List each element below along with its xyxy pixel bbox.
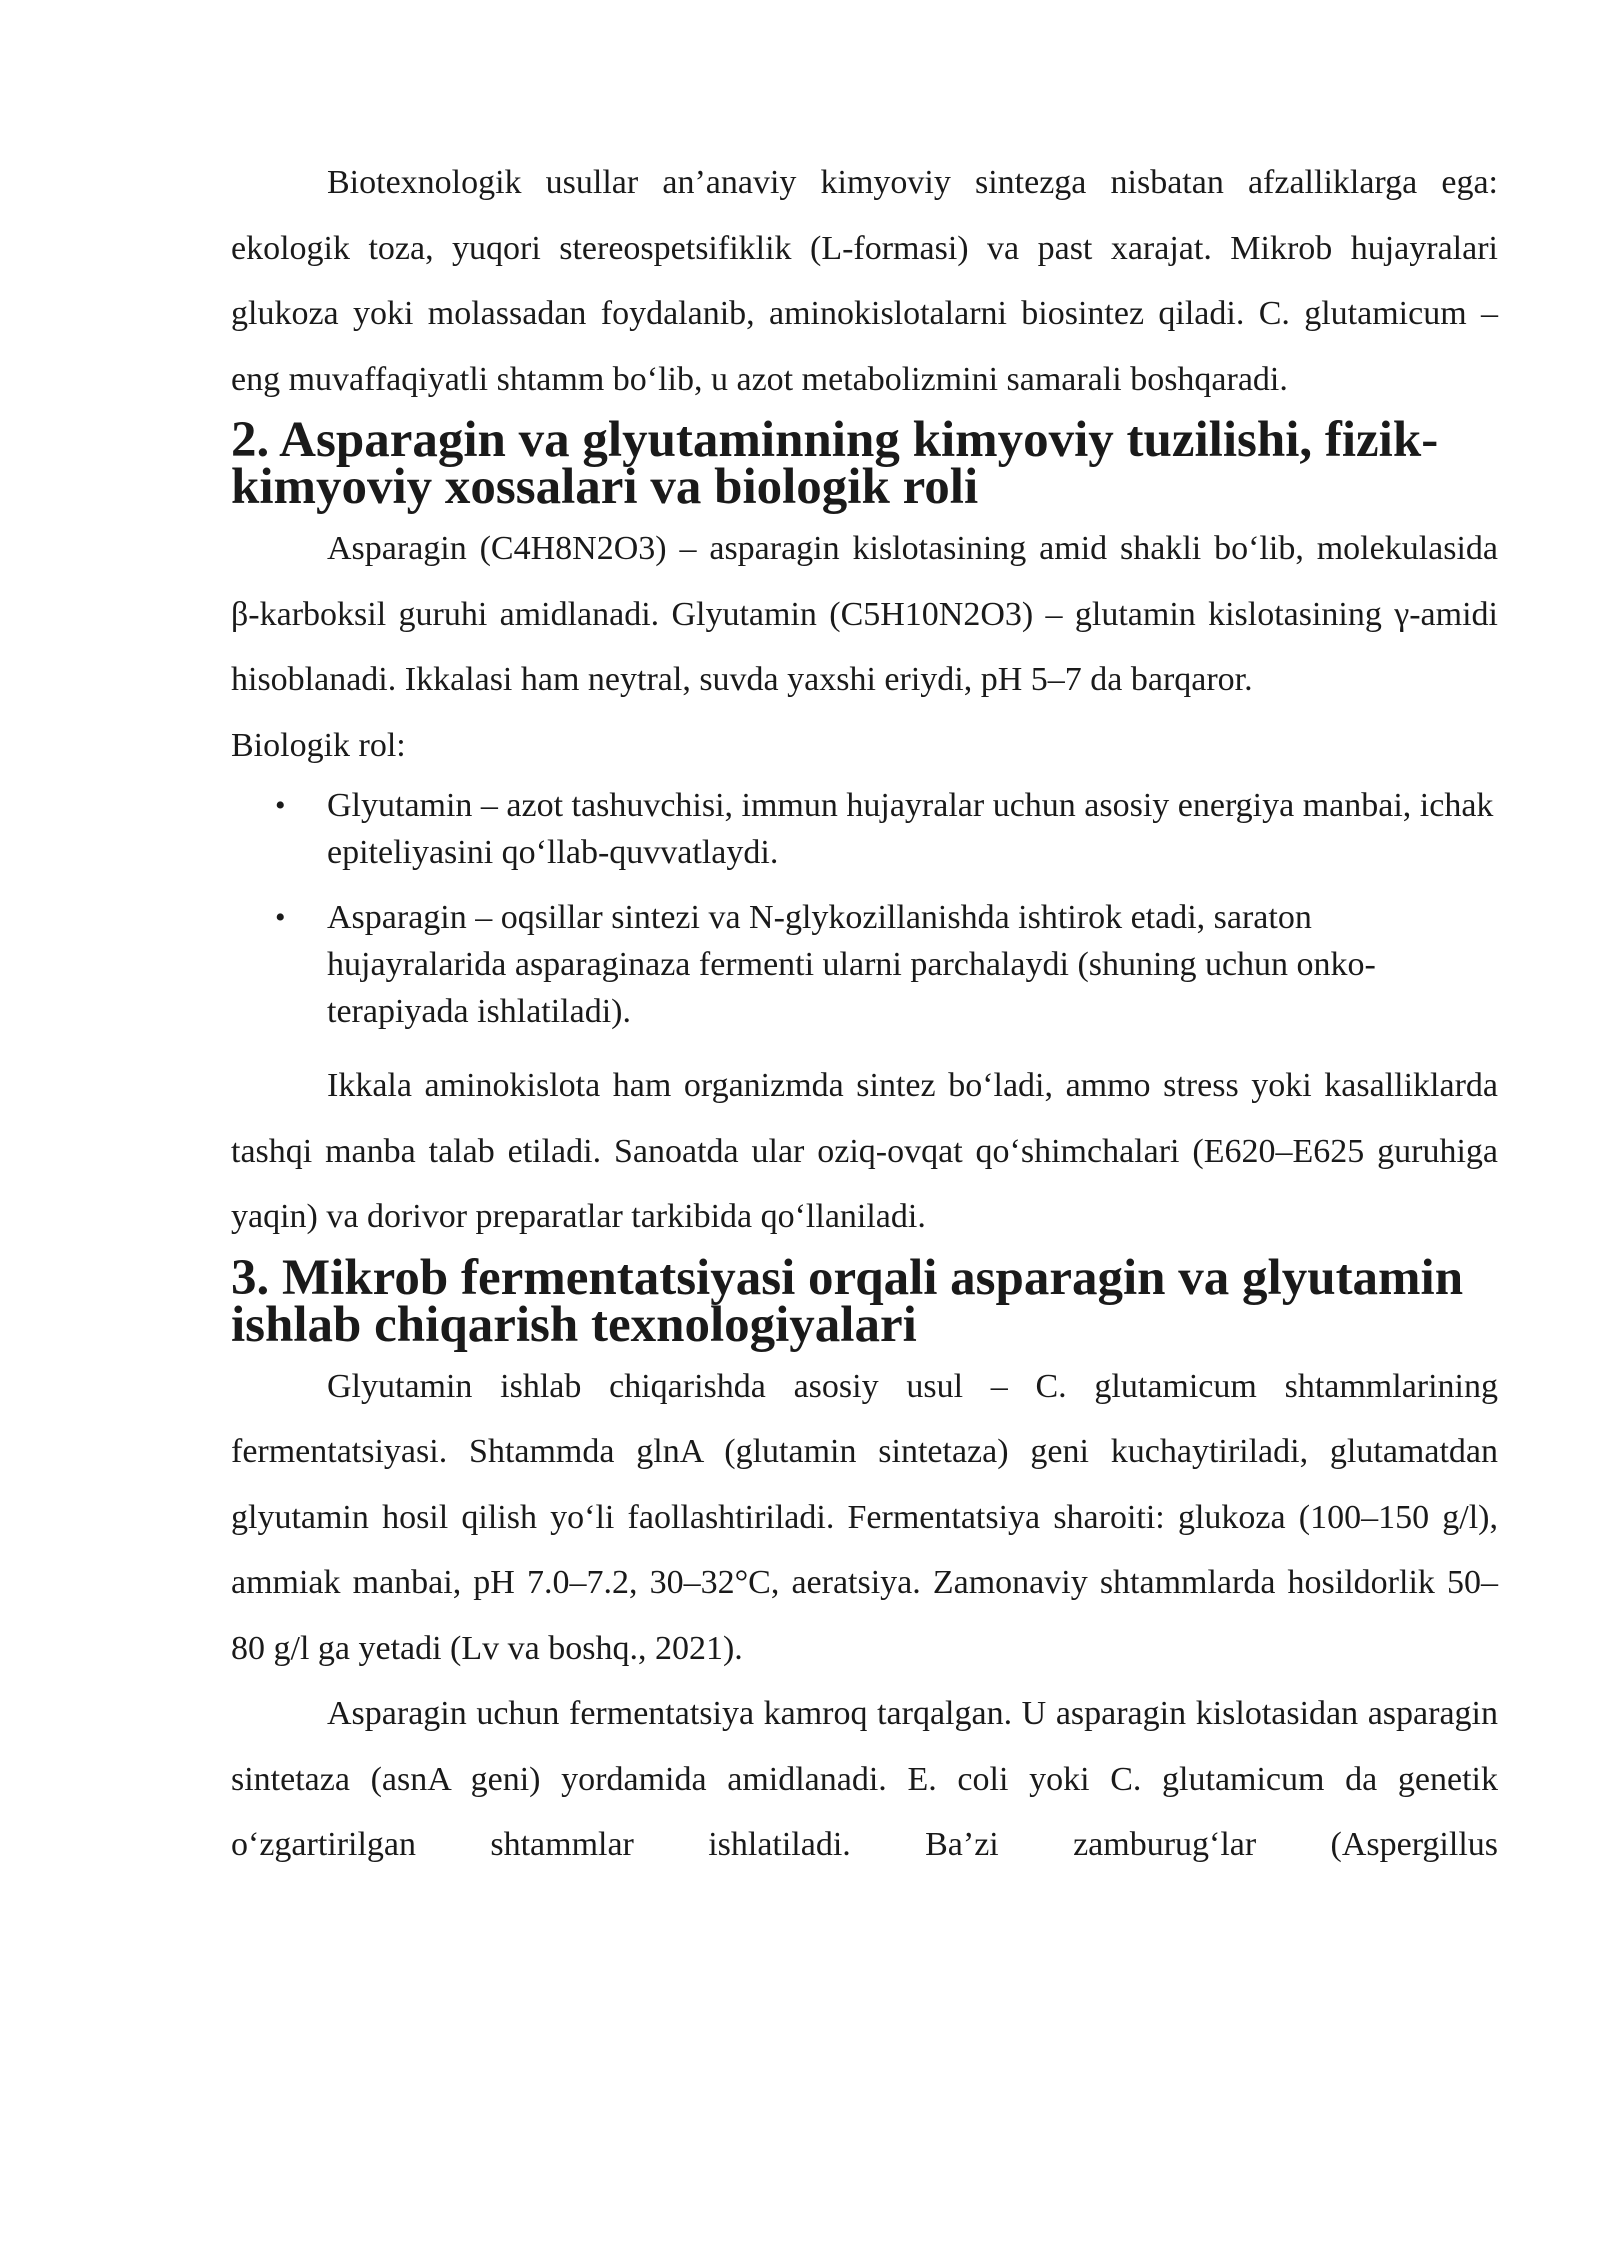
paragraph-intro: Biotexnologik usullar an’anaviy kimyoviy sintezga nisbatan afzalliklarga ega: ekologik toza, yuqori stereospetsifiklik (L-formasi) va past xarajat. Mikrob hujayralari glukoza yoki molassadan foydalanib, aminokislotalarni biosintez qiladi. C. glutamicum – eng muvaffaqiyatli shtamm bo‘lib, u azot metabolizmini samarali boshqaradi. <box>231 164 1498 398</box>
section-heading-2: 2. Asparagin va glyutaminning kimyoviy tuzilishi, fizik-kimyoviy xossalari va biologik roli <box>231 412 1439 515</box>
paragraph-glutamine-production: Glyutamin ishlab chiqarishda asosiy usul – C. glutamicum shtammlarining fermentatsiyasi. Shtammda glnA (glutamin sintetaza) geni kuchaytiriladi, glutamatdan glyutamin hosil qilish yo‘li faollashtiriladi. Fermentatsiya sharoiti: glukoza (100–150 g/l), ammiak manbai, pH 7.0–7.2, 30–32°C, aeratsiya. Zamonaviy shtammlarda hosildorlik 50–80 g/l ga yetadi (Lv va boshq., 2021). <box>231 1367 1498 1667</box>
paragraph-asparagine-production: Asparagin uchun fermentatsiya kamroq tarqalgan. U asparagin kislotasidan asparagin sintetaza (asnA geni) yordamida amidlanadi. E. coli yoki C. glutamicum da genetik o‘zgartirilgan shtammlar ishlatiladi. Ba’zi zamburug‘lar (Aspergillus <box>231 1695 1498 1863</box>
bullet-icon: • <box>275 789 286 822</box>
biological-role-label: Biologik rol: <box>231 726 406 764</box>
section-heading-3: 3. Mikrob fermentatsiyasi orqali asparagin va glyutamin ishlab chiqarish texnologiyalari <box>231 1249 1464 1353</box>
paragraph-structure: Asparagin (C4H8N2O3) – asparagin kislotasining amid shakli bo‘lib, molekulasida β-karboksil guruhi amidlanadi. Glyutamin (C5H10N2O3) – glutamin kislotasining γ-amidi hisoblanadi. Ikkalasi ham neytral, suvda yaxshi eriydi, pH 5–7 da barqaror. <box>231 530 1498 698</box>
bullet-icon: • <box>275 901 286 934</box>
biological-role-list <box>231 782 1498 1035</box>
list-item <box>231 894 1498 1035</box>
list-item-text: Glyutamin – azot tashuvchisi, immun hujayralar uchun asosiy energiya manbai, ichak epiteliyasini qo‘llab-quvvatlaydi. <box>327 787 1494 871</box>
paragraph-industry: Ikkala aminokislota ham organizmda sintez bo‘ladi, ammo stress yoki kasalliklarda tashqi manba talab etiladi. Sanoatda ular oziq-ovqat qo‘shimchalari (E620–E625 guruhiga yaqin) va dorivor preparatlar tarkibida qo‘llaniladi. <box>231 1067 1498 1235</box>
list-item-text: Asparagin – oqsillar sintezi va N-glykozillanishda ishtirok etadi, saraton hujayralarida asparaginaza fermenti ularni parchalaydi (shuning uchun onko-terapiyada ishlatiladi). <box>327 899 1376 1030</box>
document-body <box>231 150 1498 1878</box>
list-item <box>231 782 1498 876</box>
